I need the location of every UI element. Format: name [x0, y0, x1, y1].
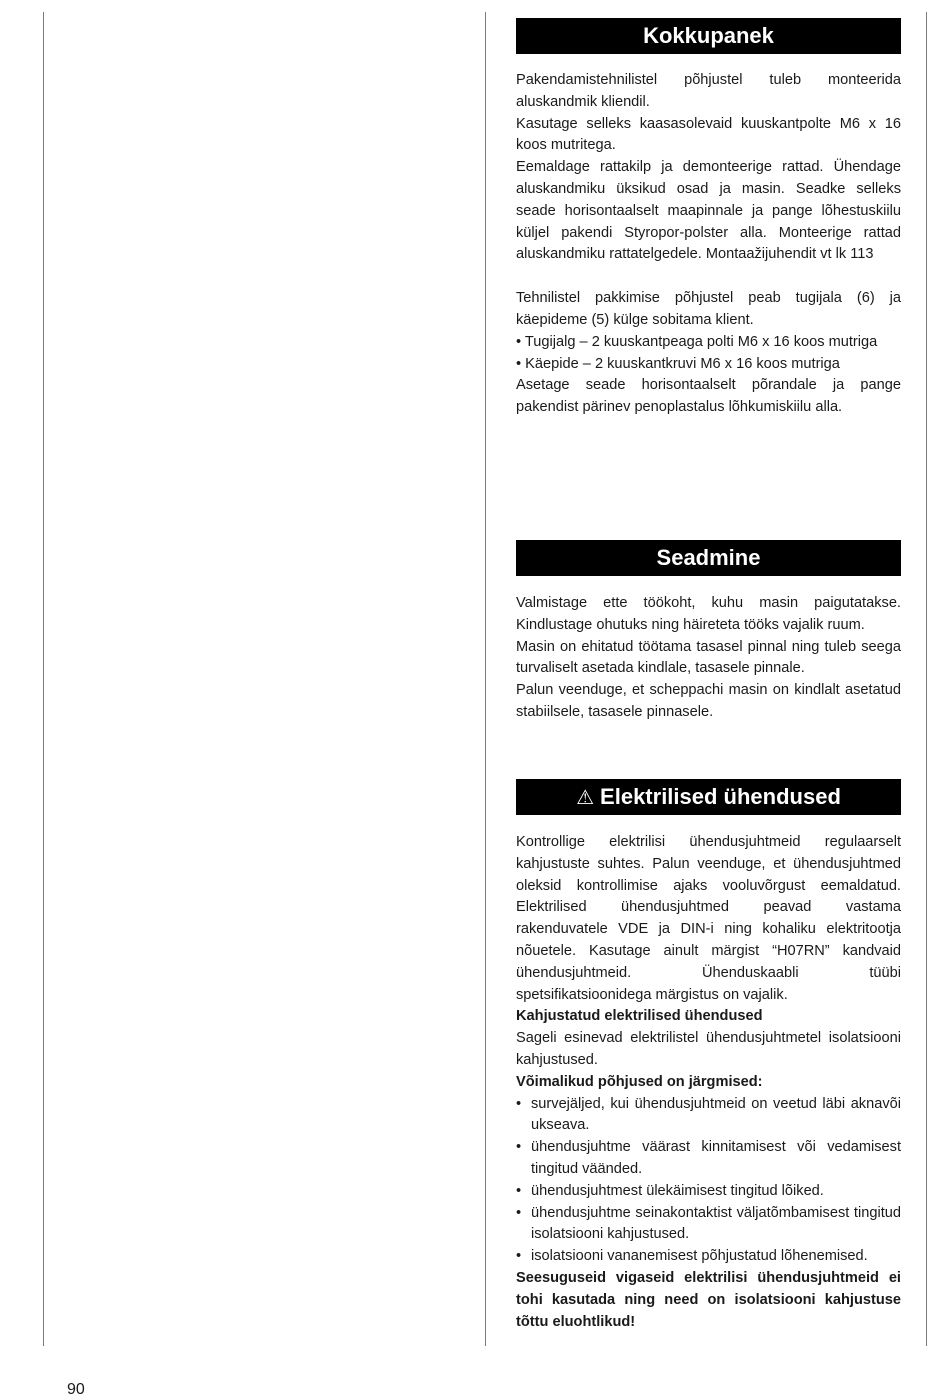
electrical-title: Elektrilised ühendused — [600, 784, 841, 809]
cause-text: ühendusjuhtme väärast kinnitamisest või vedamisest tingitud väänded. — [531, 1139, 901, 1177]
causes-list — [516, 1094, 901, 1268]
final-warning-text: Seesuguseid vigaseid elektrilisi ühendusjuhtmeid ei tohi kasutada ning need on isolatsiooni kahjustuse tõttu eluohtlikud! — [516, 1269, 901, 1330]
bullet-icon: • — [516, 1095, 522, 1112]
assembly-paragraph: Tehnilistel pakkimise põhjustel peab tugijala (6) ja käepideme (5) külge sobitama klient. — [516, 290, 901, 328]
list-item — [516, 1137, 901, 1181]
assembly-section — [516, 18, 901, 419]
left-margin-rule — [43, 12, 44, 1346]
cause-text: ühendusjuhtmest ülekäimisest tingitud lõiked. — [531, 1182, 824, 1199]
cause-text: ühendusjuhtme seinakontaktist väljatõmbamisest tingitud isolatsiooni kahjustused. — [531, 1204, 901, 1243]
assembly-paragraph: Eemaldage rattakilp ja demonteerige rattad. Ühendage aluskandmiku üksikud osad ja masin. Seadke selleks seade horisontaalselt maapinnale ja pange lõhestuskiilu küljel pakendi Styropor-polster alla. Monteerige rattad aluskandmiku rattatelgedele. Montaažijuhendit vt lk 113 — [516, 159, 901, 263]
assembly-body — [516, 70, 901, 419]
right-margin-rule — [926, 12, 927, 1346]
setup-body — [516, 593, 901, 724]
electrical-intro: Kontrollige elektrilisi ühendusjuhtmeid regulaarselt kahjustuste suhtes. Palun veenduge, et ühendusjuhtmed oleksid kontrollimise ajaks vooluvõrgust eemaldatud. Elektrilised ühendusjuhtmed peavad vastama rakenduvatele VDE ja DIN-i ning kohaliku elektritootja nõuetele. Kasutage ainult märgist “H07RN” kandvaid ühendusjuhtmeid. Ühenduskaabli tüübi spetsifikatsioonidega märgistus on vajalik. — [516, 834, 901, 1003]
assembly-list-item: • Käepide – 2 kuuskantkruvi M6 x 16 koos mutriga — [516, 355, 840, 372]
setup-paragraph: Masin on ehitatud töötama tasasel pinnal ning tuleb seega turvaliselt asetada kindlale, tasasele pinnale. — [516, 638, 901, 677]
setup-paragraph: Valmistage ette töökoht, kuhu masin paigutatakse. Kindlustage ohutuks ning häireteta tööks vajalik ruum. — [516, 595, 901, 633]
bullet-icon: • — [516, 1139, 522, 1156]
electrical-body — [516, 832, 901, 1333]
assembly-paragraph: Pakendamistehnilistel põhjustel tuleb monteerida aluskandmik kliendil. — [516, 72, 901, 110]
warning-triangle-icon: ⚠ — [576, 787, 595, 809]
bullet-icon: • — [516, 1204, 522, 1221]
possible-causes-heading: Võimalikud põhjused on järgmised: — [516, 1073, 763, 1090]
column-divider-rule — [485, 12, 486, 1346]
damaged-connections-text: Sageli esinevad elektrilistel ühendusjuhtmetel isolatsiooni kahjustused. — [516, 1030, 901, 1068]
assembly-heading — [516, 18, 901, 54]
assembly-list-item: • Tugijalg – 2 kuuskantpeaga polti M6 x 16 koos mutriga — [516, 333, 878, 350]
list-item — [516, 1246, 901, 1268]
page-number: 90 — [67, 1381, 85, 1398]
list-item — [516, 1181, 901, 1203]
setup-title: Seadmine — [656, 545, 761, 570]
bullet-icon: • — [516, 1248, 522, 1265]
damaged-connections-heading: Kahjustatud elektrilised ühendused — [516, 1008, 763, 1025]
list-item — [516, 1094, 901, 1138]
cause-text: isolatsiooni vananemisest põhjustatud lõhenemised. — [531, 1248, 868, 1265]
assembly-paragraph: Kasutage selleks kaasasolevaid kuuskantpolte M6 x 16 koos mutritega. — [516, 115, 901, 154]
cause-text: survejäljed, kui ühendusjuhtmeid on veetud läbi aknavõi ukseava. — [531, 1095, 901, 1134]
electrical-section — [516, 779, 901, 1333]
setup-heading — [516, 540, 901, 576]
bullet-icon: • — [516, 1182, 522, 1199]
setup-section — [516, 540, 901, 724]
setup-paragraph: Palun veenduge, et scheppachi masin on kindlalt asetatud stabiilsele, tasasele pinnasele. — [516, 682, 901, 720]
list-item — [516, 1203, 901, 1247]
assembly-title: Kokkupanek — [643, 23, 774, 48]
assembly-paragraph: Asetage seade horisontaalselt põrandale ja pange pakendist pärinev penoplastalus lõhkumiskiilu alla. — [516, 377, 901, 416]
electrical-heading — [516, 779, 901, 815]
